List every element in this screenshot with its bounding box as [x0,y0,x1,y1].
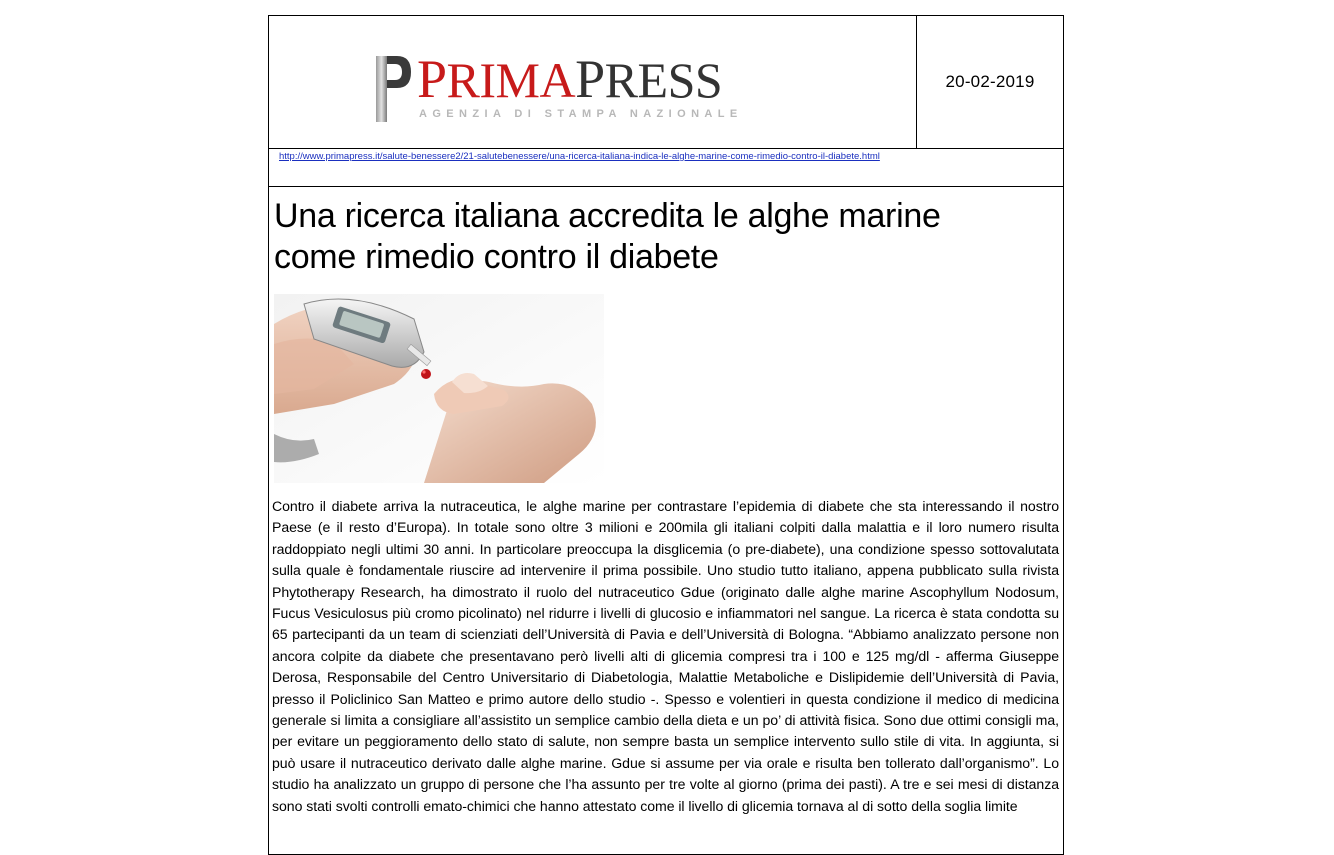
logo-wordmark: PRIMAPRESS [417,49,723,109]
header-date-cell [917,16,1063,149]
clipping-frame [268,15,1064,855]
primapress-p-mark-icon [373,52,413,126]
article-body: Contro il diabete arriva la nutraceutica, le alghe marine per contrastare l’epidemia di diabete che sta interessando il nostro Paese (e il resto d’Europa). In totale sono oltre 3 milioni e 200mila gli italiani colpiti dalla malattia e il loro numero risulta raddoppiato negli ultimi 30 anni. In particolare preoccupa la disglicemia (o pre-diabete), una condizione spesso sottovalutata sulla quale è fondamentale riuscire ad intervenire il prima possibile. Uno studio tutto italiano, appena pubblicato sulla rivista Phytotherapy Research, ha dimostrato il ruolo del nutraceutico Gdue (originato dalle alghe marine Ascophyllum Nodosum, Fucus Vesiculosus più cromo picolinato) nel ridurre i livelli di glucosio e infiammatori nel sangue. La ricerca è stata condotta su 65 partecipanti da un team di scienziati dell’Università di Pavia e dell’Università di Bologna. “Abbiamo analizzato persone non ancora colpite da diabete che presentavano però livelli alti di glicemia compresi tra i 100 e 125 mg/dl - afferma Giuseppe Derosa, Responsabile del Centro Universitario di Diabetologia, Malattie Metaboliche e Dislipidemie dell’Università di Pavia, presso il Policlinico San Matteo e primo autore dello studio -. Spesso e volentieri in questa condizione il medico di medicina generale si limita a consigliare all’assistito un semplice cambio della dieta e un po’ di attività fisica. Sono due ottimi consigli ma, per evitare un peggioramento dello stato di salute, non sempre basta un semplice intervento sullo stile di vita. In aggiunta, si può usare il nutraceutico derivato dalle alghe marine. Gdue si assume per via orale e risulta ben tollerato dall’organismo”. Lo studio ha analizzato un gruppo di persone che l’ha assunto per tre volte al giorno (prima dei pasti). A tre e sei mesi di distanza sono stati svolti controlli emato-chimici che hanno attestato come il livello di glicemia tornava al di sotto della soglia limite [272,498,1059,814]
header-logo-cell [269,16,917,149]
url-row [269,149,1063,187]
article-title: Una ricerca italiana accredita le alghe marine come rimedio contro il diabete [274,197,941,276]
source-url-link[interactable]: http://www.primapress.it/salute-benessere2/21-salutebenessere/una-ricerca-italiana-indica-le-alghe-marine-come-rimedio-contro-il-diabete.html [279,151,880,162]
glucose-test-photo [274,294,604,483]
logo-subtitle: AGENZIA DI STAMPA NAZIONALE [419,108,743,120]
primapress-logo [373,49,753,126]
publication-date: 20-02-2019 [945,72,1035,91]
